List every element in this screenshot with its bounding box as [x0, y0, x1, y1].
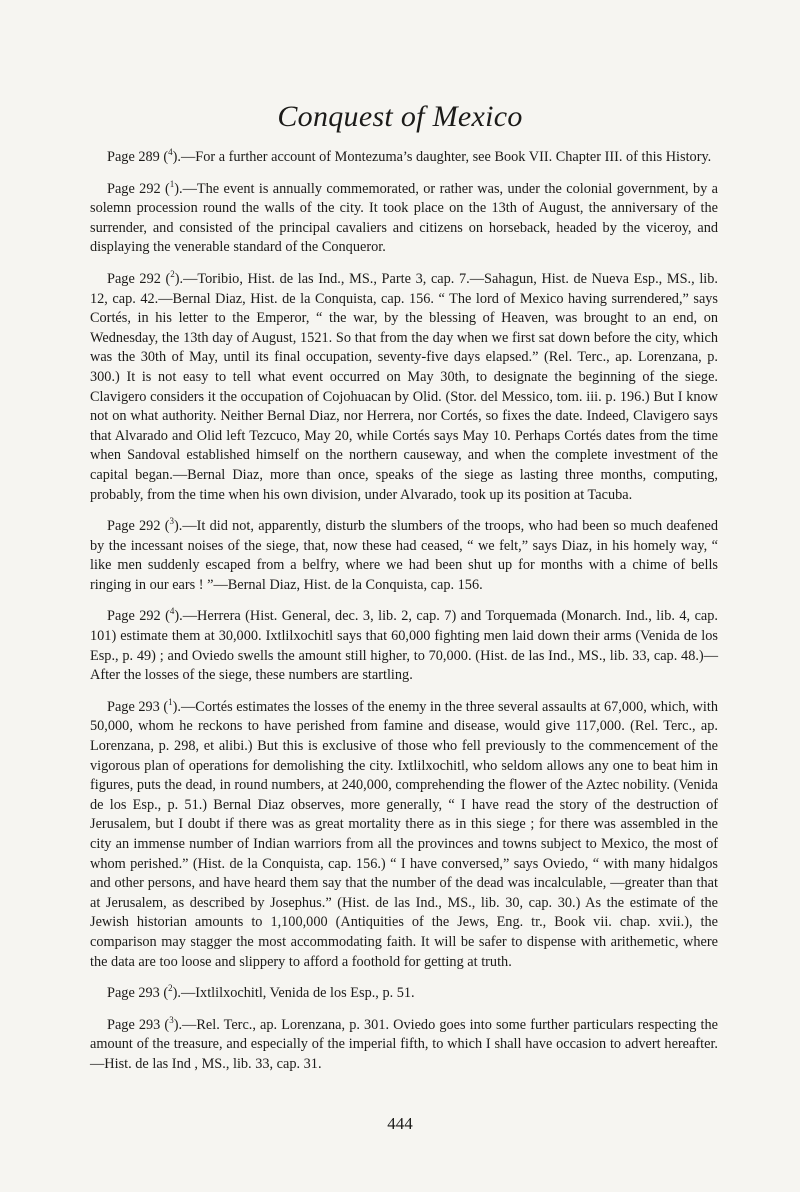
- note-text: ).—Cortés estimates the losses of the enemy in the three several assaults at 67,000, which, with 50,000, whom he reckons to have perished from famine and disease, would give 117,000. (Rel. Terc., ap. Lorenzana, p. 298, et alibi.) But this is exclusive of those who fell previously to the commencement of the vigorous plan of operations for demolishing the city. Ixtlilxochitl, who seldom allows any one to beat him in figures, puts the dead, in round numbers, at 240,000, comprehending the flower of the Aztec nobility. (Venida de los Esp., p. 51.) Bernal Diaz observes, more generally, “ I have read the story of the destruction of Jerusalem, but I doubt if there was as great mortality there as in this siege ; for there was assembled in the city an immense number of Indian warriors from all the provinces and towns subject to Mexico, the most of whom perished.” (Hist. de la Conquista, cap. 156.) “ I have conversed,” says Oviedo, “ with many hidalgos and other persons, and have heard them say that the number of the dead was incalculable, —greater than that at Jerusalem, as described by Josephus.” (Hist. de las Ind., MS., lib. 30, cap. 30.) As the estimate of the Jewish historian amounts to 1,100,000 (Antiquities of the Jews, Eng. tr., Book vii. chap. xvii.), the comparison may stagger the most accommodating faith. It will be safer to dispense with arithemetic, where the data are too loose and slippery to afford a foothold for getting at truth.: [90, 698, 718, 970]
- endnote: [90, 698, 718, 972]
- note-number: 2: [168, 983, 173, 994]
- note-text: ).—The event is annually commemorated, or rather was, under the colonial government, by a solemn procession round the walls of the city. It took place on the 13th of August, the anniversary of the surrender, and consisted of the principal cavaliers and citizens on horseback, headed by the viceroy, and displaying the venerable standard of the Conqueror.: [90, 180, 718, 256]
- endnote: [90, 984, 718, 1004]
- endnote: [90, 607, 718, 685]
- note-number: 4: [169, 606, 175, 617]
- note-ref: Page 292 (: [107, 270, 171, 287]
- note-ref: Page 292 (: [107, 180, 170, 197]
- running-header: Conquest of Mexico: [277, 100, 523, 133]
- note-text: ).—It did not, apparently, disturb the slumbers of the troops, who had been so much deafened by the incessant noises of the siege, that, now these had ceased, “ we felt,” says Diaz, in his homely way, “ like men suddenly escaped from a belfry, where we had been shut up for months with a chime of bells ringing in our ears ! ”—Bernal Diaz, Hist. de la Conquista, cap. 156.: [90, 518, 718, 593]
- endnote: [90, 1016, 718, 1075]
- page-number: 444: [387, 1114, 413, 1133]
- endnote: [90, 180, 718, 258]
- endnote: [90, 270, 718, 505]
- note-number: 1: [168, 697, 173, 708]
- endnote: [90, 148, 718, 168]
- note-text: ).—Herrera (Hist. General, dec. 3, lib. 2, cap. 7) and Torquemada (Monarch. Ind., lib. 4, cap. 101) estimate them at 30,000. Ixtlilxochitl says that 60,000 fighting men laid down their arms (Venida de los Esp., p. 49) ; and Oviedo swells the amount still higher, to 70,000. (Hist. de las Ind., MS., lib. 33, cap. 48.)—After the losses of the siege, these numbers are startling.: [90, 608, 718, 684]
- note-ref: Page 293 (: [107, 1016, 170, 1033]
- note-ref: Page 293 (: [107, 698, 169, 715]
- note-ref: Page 292 (: [107, 518, 170, 535]
- note-text: ).—For a further account of Montezuma’s daughter, see Book VII. Chapter III. of this History.: [172, 149, 712, 165]
- note-number: 3: [169, 1014, 174, 1025]
- note-number: 1: [169, 178, 175, 189]
- note-text: ).—Ixtlilxochitl, Venida de los Esp., p. 51.: [172, 985, 415, 1002]
- note-ref: Page 289 (: [107, 149, 169, 165]
- endnote: [90, 517, 718, 595]
- note-ref: Page 293 (: [107, 985, 169, 1002]
- note-number: 3: [169, 516, 174, 527]
- note-ref: Page 292 (: [107, 608, 170, 625]
- note-number: 2: [170, 269, 175, 280]
- endnotes: [90, 148, 718, 1087]
- note-text: ).—Toribio, Hist. de las Ind., MS., Parte 3, cap. 7.—Sahagun, Hist. de Nueva Esp., MS., lib. 12, cap. 42.—Bernal Diaz, Hist. de la Conquista, cap. 156. “ The lord of Mexico having surrendered,” says Cortés, in his letter to the Emperor, “ the war, by the blessing of Heaven, was brought to an end, on Wednesday, the 13th day of August, 1521. So that from the day when we first sat down before the city, which was the 30th of May, until its final occupation, seventy-five days elapsed.” (Rel. Terc., ap. Lorenzana, p. 300.) It is not easy to tell what event occurred on May 30th, to designate the beginning of the siege. Clavigero considers it the occupation of Cojohuacan by Olid. (Stor. del Messico, tom. iii. p. 196.) But I know not on what authority. Neither Bernal Diaz, nor Herrera, nor Cortés, so fixes the date. Indeed, Clavigero says that Alvarado and Olid left Tezcuco, May 20, while Cortés says May 10. Perhaps Cortés dates from the time when Sandoval established himself on the northern causeway, and when the complete investment of the capital began.—Bernal Diaz, more than once, speaks of the siege as lasting three months, computing, probably, from the time when his own division, under Alvarado, took up its position at Tacuba.: [90, 270, 718, 503]
- note-number: 4: [168, 147, 173, 158]
- note-text: ).—Rel. Terc., ap. Lorenzana, p. 301. Oviedo goes into some further particulars respecting the amount of the treasure, and especially of the imperial fifth, to which I shall have occasion to advert hereafter.—Hist. de las Ind , MS., lib. 33, cap. 31.: [90, 1016, 718, 1072]
